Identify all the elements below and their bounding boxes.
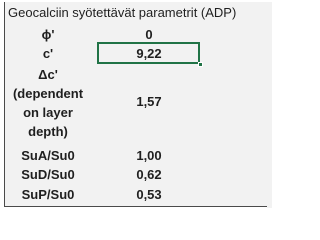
- table-edge: [267, 2, 272, 208]
- row-label-delta-c-line4: depth): [28, 124, 68, 139]
- row-value-c[interactable]: 9,22: [136, 46, 162, 61]
- row-label-delta-c[interactable]: [8, 65, 88, 141]
- selected-cell-outline[interactable]: [97, 42, 200, 64]
- row-label-c[interactable]: c': [42, 46, 54, 61]
- row-value-sup-su0[interactable]: 0,53: [136, 187, 162, 202]
- fill-handle[interactable]: [198, 62, 203, 67]
- row-label-sua-su0[interactable]: SuA/Su0: [21, 148, 75, 163]
- row-label-delta-c-line3: on layer: [23, 105, 73, 120]
- row-label-delta-c-line2: (dependent: [12, 86, 84, 101]
- row-label-sud-su0[interactable]: SuD/Su0: [21, 167, 75, 182]
- row-value-delta-c[interactable]: 1,57: [136, 94, 162, 109]
- table-title[interactable]: Geocalciin syötettävät parametrit (ADP): [8, 5, 237, 20]
- row-value-sua-su0[interactable]: 1,00: [136, 148, 162, 163]
- row-value-sud-su0[interactable]: 0,62: [136, 167, 162, 182]
- row-label-sup-su0[interactable]: SuP/Su0: [21, 187, 75, 202]
- row-value-phi[interactable]: 0: [145, 27, 153, 42]
- row-label-phi[interactable]: ϕ': [41, 27, 55, 42]
- row-label-delta-c-line1: Δc': [38, 67, 58, 82]
